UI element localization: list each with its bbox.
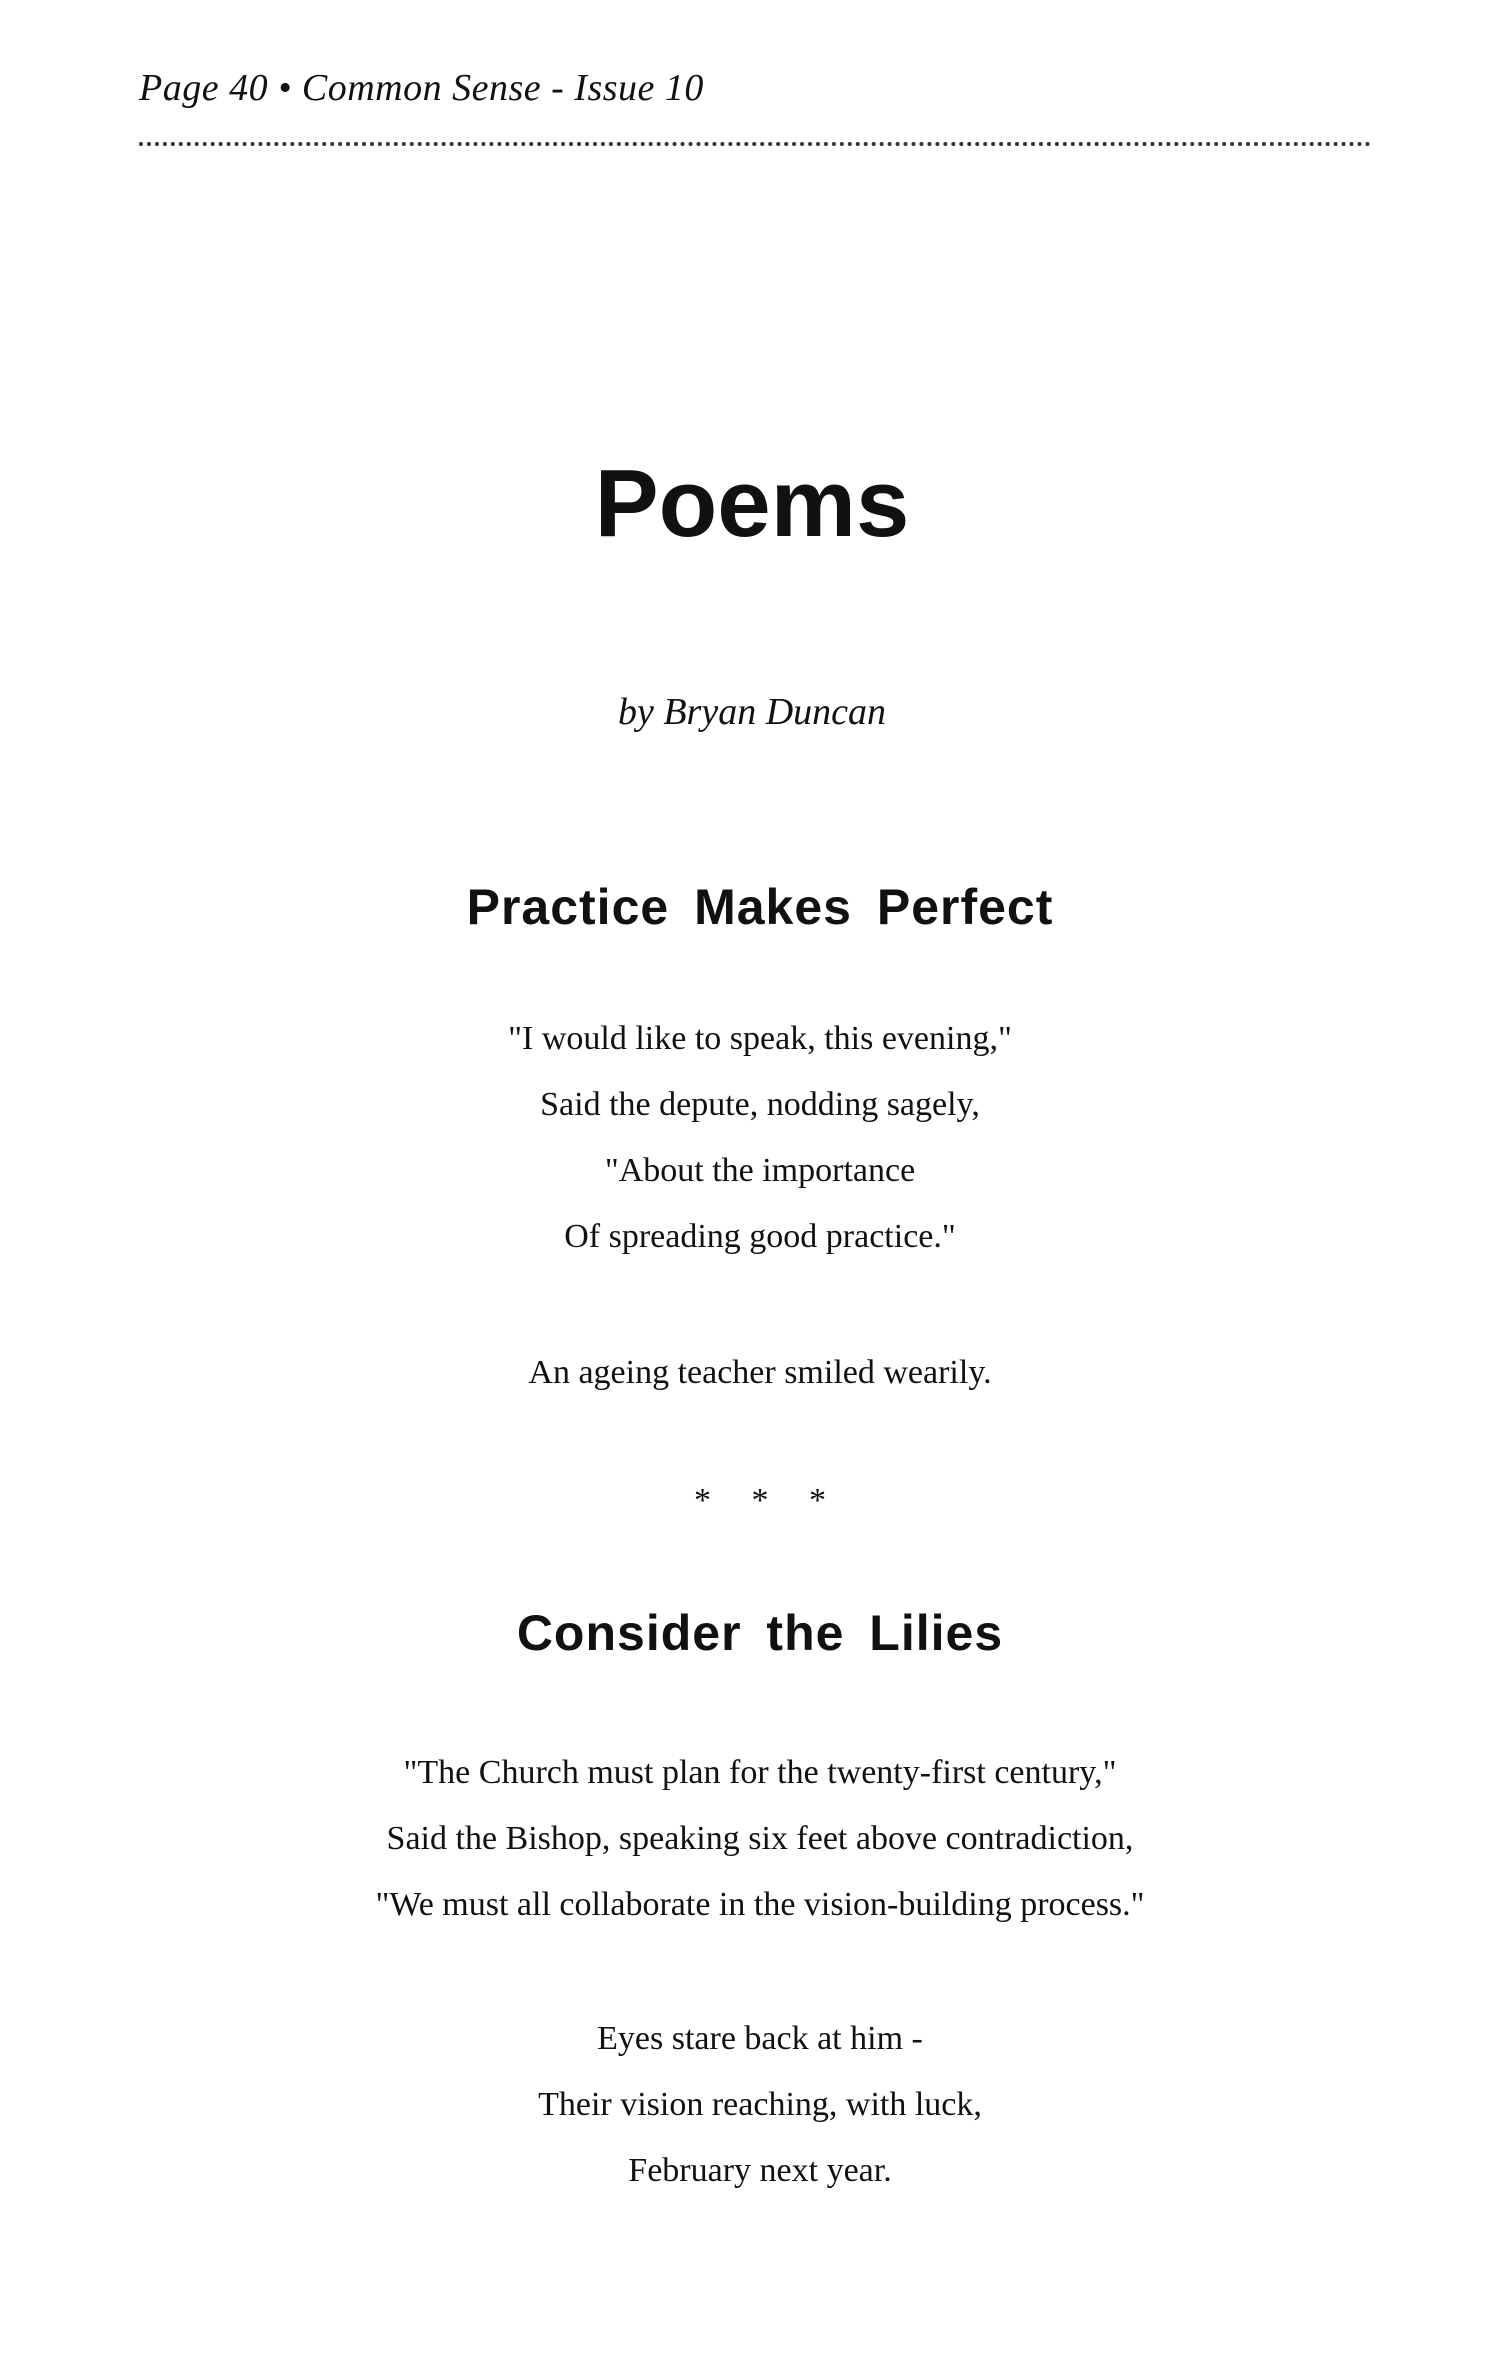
- poem-line: "The Church must plan for the twenty-first century,": [403, 1754, 1117, 1791]
- poem-stanza: [0, 2006, 1504, 2204]
- poem-stanza: [0, 1740, 1504, 1938]
- poem-line: "I would like to speak, this evening,": [508, 1020, 1012, 1057]
- poem-line: Said the depute, nodding sagely,: [540, 1086, 980, 1123]
- poem-line: "About the importance: [604, 1152, 916, 1189]
- poem-title: Consider the Lilies: [516, 1605, 1004, 1661]
- running-header: Page 40 • Common Sense - Issue 10: [139, 67, 704, 109]
- poem-stanza: [0, 1006, 1504, 1270]
- poem-line: Of spreading good practice.": [564, 1218, 956, 1255]
- poem-line: "We must all collaborate in the vision-building process.": [375, 1886, 1145, 1923]
- poem-stanza: [0, 1340, 1504, 1406]
- section-separator: * * *: [694, 1482, 826, 1519]
- poem-line: Said the Bishop, speaking six feet above contradiction,: [386, 1820, 1134, 1857]
- poem-line: An ageing teacher smiled wearily.: [528, 1354, 992, 1391]
- poem-line: February next year.: [628, 2152, 892, 2189]
- header-divider: [139, 142, 1371, 146]
- poem-line: Their vision reaching, with luck,: [538, 2086, 982, 2123]
- page-title: Poems: [594, 450, 910, 557]
- poem-line: Eyes stare back at him -: [597, 2020, 923, 2057]
- byline: by Bryan Duncan: [617, 691, 887, 733]
- poem-title: Practice Makes Perfect: [466, 879, 1054, 935]
